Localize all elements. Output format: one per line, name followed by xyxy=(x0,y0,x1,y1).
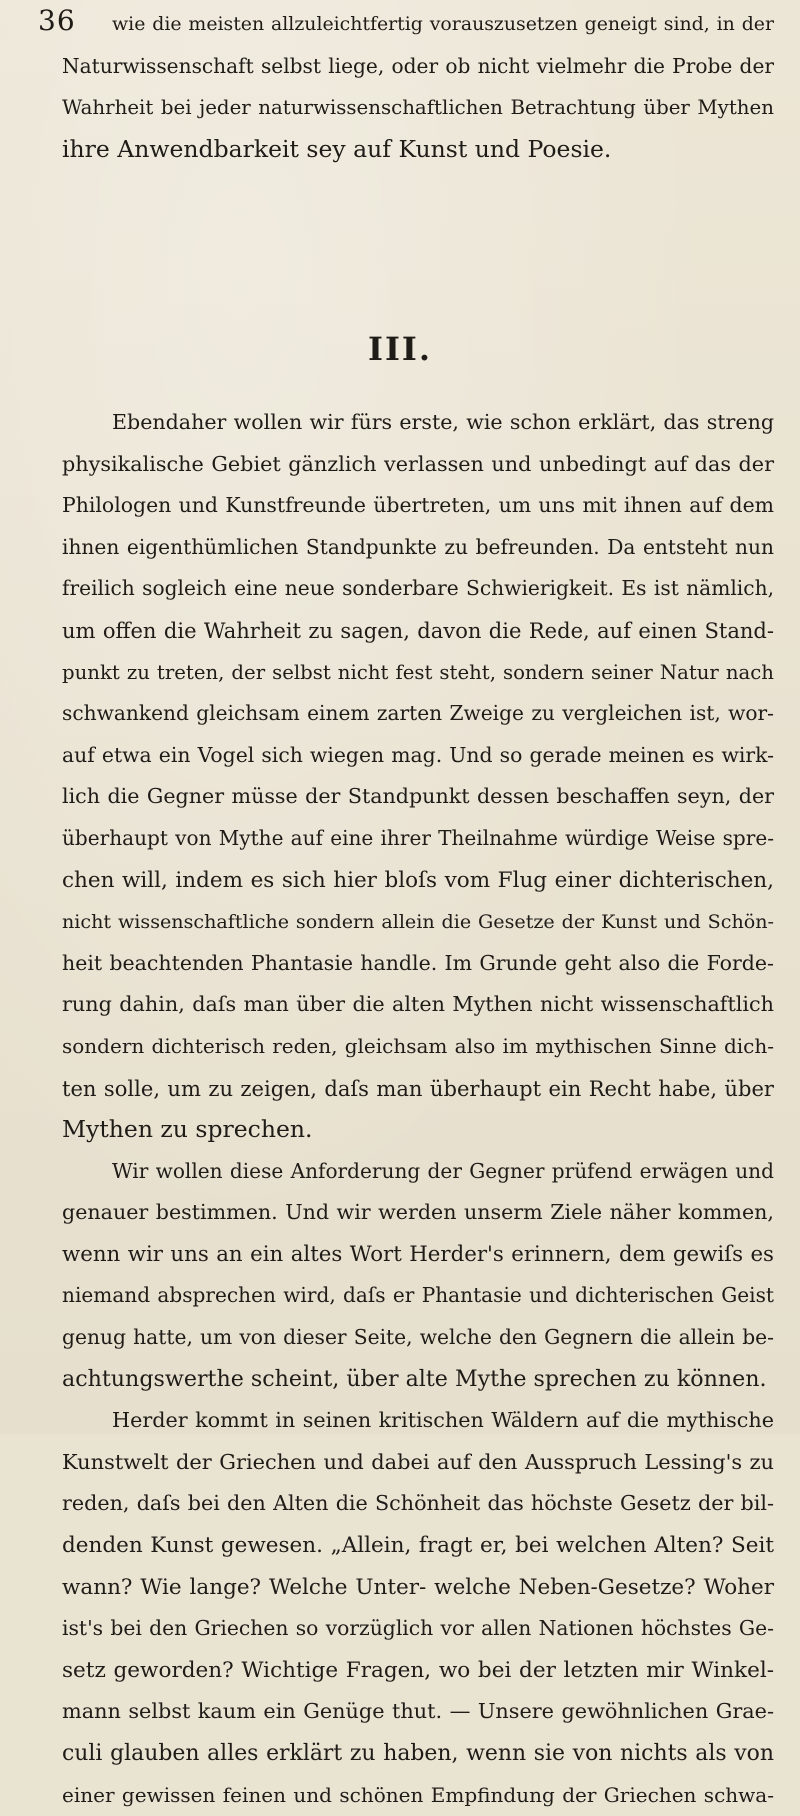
text-line: genug hatte, um von dieser Seite, welche den Gegnern die allein be- xyxy=(62,1325,774,1350)
text-line: um offen die Wahrheit zu sagen, davon die Rede, auf einen Stand- xyxy=(62,617,774,643)
text-line: physikalische Gebiet gänzlich verlassen und unbedingt auf das der xyxy=(62,451,774,476)
text-line: denden Kunst gewesen. „Allein, fragt er, bei welchen Alten? Seit xyxy=(62,1533,774,1559)
section-heading: III. xyxy=(367,330,433,368)
text-line: Wahrheit bei jeder naturwissenschaftlichen Betrachtung über Mythen xyxy=(62,96,774,120)
text-line: rung dahin, daſs man über die alten Mythen nicht wissenschaftlich xyxy=(62,992,774,1017)
text-line: niemand absprechen wird, daſs er Phantasie und dichterischen Geist xyxy=(62,1283,774,1308)
text-line: genauer bestimmen. Und wir werden unserm Ziele näher kommen, xyxy=(62,1200,774,1225)
text-line: wann? Wie lange? Welche Unter- welche Neben-Gesetze? Woher xyxy=(62,1574,774,1600)
text-line: wenn wir uns an ein altes Wort Herder's erinnern, dem gewiſs es xyxy=(62,1241,774,1267)
text-line: Philologen und Kunstfreunde übertreten, um uns mit ihnen auf dem xyxy=(62,493,774,518)
text-line: einer gewissen feinen und schönen Empfindung der Griechen schwa- xyxy=(62,1782,774,1807)
text-line: lich die Gegner müsse der Standpunkt dessen beschaffen seyn, der xyxy=(62,784,774,809)
page-number: 36 xyxy=(38,4,76,37)
text-line: heit beachtenden Phantasie handle. Im Grunde geht also die Forde- xyxy=(62,950,774,975)
text-line: auf etwa ein Vogel sich wiegen mag. Und so gerade meinen es wirk- xyxy=(62,742,774,767)
text-line: ihre Anwendbarkeit sey auf Kunst und Poesie. xyxy=(62,134,612,163)
text-line: Mythen zu sprechen. xyxy=(62,1115,313,1144)
text-line: Ebendaher wollen wir fürs erste, wie schon erklärt, das streng xyxy=(112,410,774,434)
text-line: reden, daſs bei den Alten die Schönheit das höchste Gesetz der bil- xyxy=(62,1491,774,1516)
text-line: achtungswerthe scheint, über alte Mythe sprechen zu können. xyxy=(62,1365,767,1392)
body-text xyxy=(62,402,774,1816)
text-line: schwankend gleichsam einem zarten Zweige zu vergleichen ist, wor- xyxy=(62,701,774,726)
text-line: Wir wollen diese Anforderung der Gegner prüfend erwägen und xyxy=(112,1158,774,1183)
text-line: Naturwissenschaft selbst liege, oder ob nicht vielmehr die Probe der xyxy=(62,53,774,78)
text-line: Kunstwelt der Griechen und dabei auf den Ausspruch Lessing's zu xyxy=(62,1449,774,1474)
text-line: culi glauben alles erklärt zu haben, wenn sie von nichts als von xyxy=(62,1741,774,1766)
text-line: freilich sogleich eine neue sonderbare Schwierigkeit. Es ist nämlich, xyxy=(62,576,774,601)
text-line: punkt zu treten, der selbst nicht fest steht, sondern seiner Natur nach xyxy=(62,660,774,684)
text-line: wie die meisten allzuleichtfertig vorauszusetzen geneigt sind, in der xyxy=(112,13,774,35)
text-line: nicht wissenschaftliche sondern allein die Gesetze der Kunst und Schön- xyxy=(62,910,774,934)
text-line: ihnen eigenthümlichen Standpunkte zu befreunden. Da entsteht nun xyxy=(62,534,774,559)
text-line: ten solle, um zu zeigen, daſs man überhaupt ein Recht habe, über xyxy=(62,1075,774,1101)
text-line: mann selbst kaum ein Genüge thut. — Unsere gewöhnlichen Grae- xyxy=(62,1699,774,1724)
text-line: überhaupt von Mythe auf eine ihrer Theilnahme würdige Weise spre- xyxy=(62,825,774,850)
text-line: setz geworden? Wichtige Fragen, wo bei der letzten mir Winkel- xyxy=(62,1657,774,1683)
text-line: Herder kommt in seinen kritischen Wäldern auf die mythische xyxy=(112,1408,774,1433)
text-line: sondern dichterisch reden, gleichsam also im mythischen Sinne dich- xyxy=(62,1033,774,1058)
text-line: chen will, indem es sich hier bloſs vom Flug einer dichterischen, xyxy=(62,867,774,893)
intro-paragraph xyxy=(62,4,774,170)
text-line: ist's bei den Griechen so vorzüglich vor allen Nationen höchstes Ge- xyxy=(62,1616,774,1641)
